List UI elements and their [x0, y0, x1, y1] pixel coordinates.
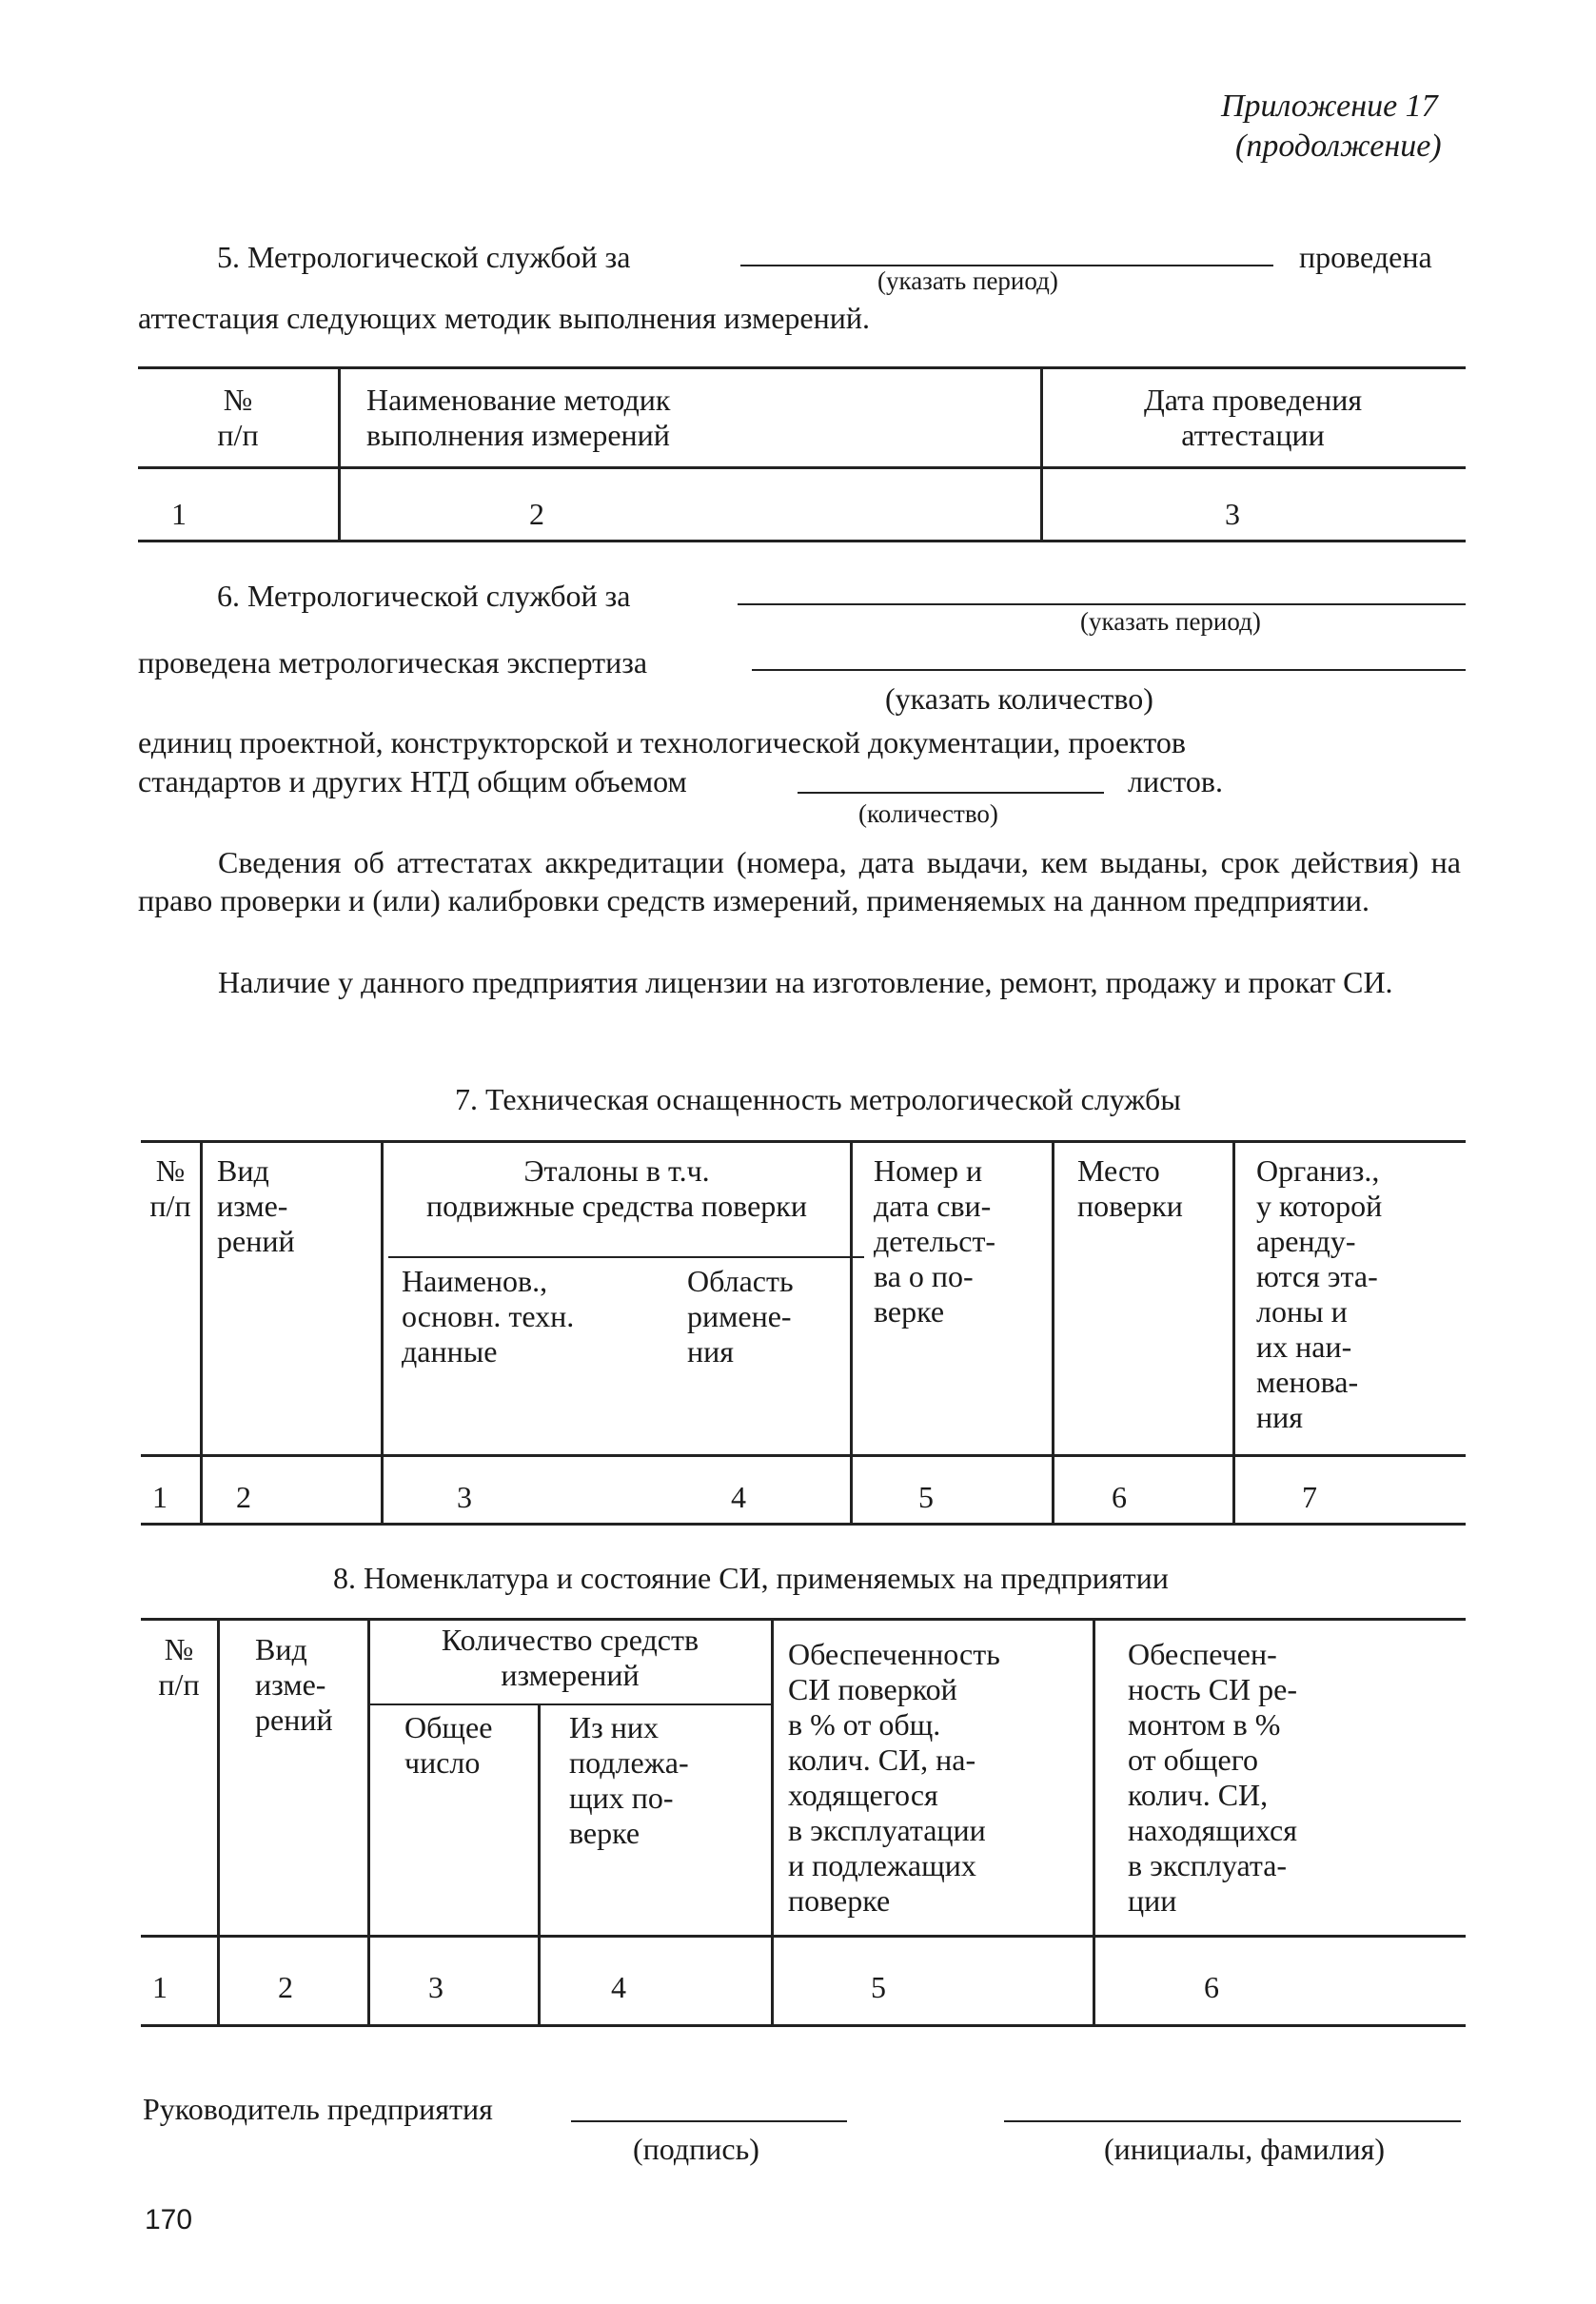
s6-line3: единиц проектной, конструкторской и технологической документации, проектов	[138, 725, 1186, 759]
t8-col-number: 6	[1204, 1970, 1219, 2004]
s6-period-hint: (указать период)	[1080, 607, 1261, 636]
t8-col-number: 5	[871, 1970, 886, 2004]
s6-lead: 6. Метрологической службой за	[217, 579, 631, 613]
t7-col-number: 1	[152, 1480, 167, 1514]
t8-col-number: 1	[152, 1970, 167, 2004]
t7-divider	[1232, 1140, 1235, 1526]
initials-hint: (инициалы, фамилия)	[1104, 2132, 1386, 2166]
t7-header-type: Вид изме- рений	[217, 1153, 295, 1258]
t8-col-number: 3	[428, 1970, 443, 2004]
t8-col-number: 4	[611, 1970, 626, 2004]
s6-period-line	[738, 603, 1466, 605]
s6-license-paragraph: Наличие у данного предприятия лицензии на изготовление, ремонт, продажу и прокат СИ.	[218, 965, 1393, 999]
t7-divider	[200, 1140, 203, 1526]
s6-line4-end: листов.	[1128, 764, 1223, 798]
s6-qty-line	[798, 792, 1104, 794]
page-number: 170	[145, 2204, 193, 2235]
t7-header-cert: Номер и дата сви- детельст- ва о по- верке	[874, 1153, 996, 1329]
t7-bottom-rule	[141, 1523, 1466, 1526]
signature-line	[571, 2120, 847, 2122]
t8-divider	[217, 1618, 220, 2027]
s6-count-line	[752, 669, 1466, 671]
s7-title: 7. Техническая оснащенность метрологической службы	[455, 1082, 1181, 1116]
t7-header-etalons: Эталоны в т.ч. подвижные средства поверки	[426, 1153, 807, 1223]
s6-line4-start: стандартов и других НТД общим объемом	[138, 764, 687, 798]
s5-period-hint: (указать период)	[877, 266, 1058, 295]
t7-header-name: Наименов., основн. техн. данные	[402, 1264, 575, 1369]
t8-divider	[771, 1618, 774, 2027]
t8-header-qty: Количество средств измерений	[441, 1623, 699, 1692]
head-of-enterprise-label: Руководитель предприятия	[143, 2092, 493, 2126]
t7-header-rule	[141, 1454, 1466, 1457]
t7-divider	[850, 1140, 853, 1526]
s6-qty-hint: (количество)	[858, 799, 998, 828]
s5-line2: аттестация следующих методик выполнения измерений.	[138, 301, 870, 335]
t7-top-rule	[141, 1140, 1466, 1143]
s6-count-hint: (указать количество)	[885, 681, 1153, 716]
initials-line	[1004, 2120, 1461, 2122]
t5-header-date: Дата проведения аттестации	[1143, 383, 1363, 452]
t8-header-verification: Обеспеченность СИ поверкой в % от общ. колич. СИ, на- ходящегося в эксплуатации и подлежащих поверке	[788, 1637, 1000, 1918]
t7-header-place: Место поверки	[1077, 1153, 1183, 1223]
t7-col-number: 5	[918, 1480, 934, 1514]
continuation-label: (продолжение)	[1235, 128, 1442, 164]
t5-header-method: Наименование методик выполнения измерений	[366, 383, 671, 452]
s5-end: проведена	[1299, 240, 1432, 274]
s6-accreditation-paragraph: Сведения об аттестатах аккредитации (номера, дата выдачи, кем выданы, срок действия) на право проверки и (или) калибровки средств измерений, применяемых на данном предприятии.	[138, 845, 1461, 917]
t8-divider	[1093, 1618, 1095, 2027]
t8-top-rule	[141, 1618, 1466, 1621]
t8-bottom-rule	[141, 2024, 1466, 2027]
t5-header-num: № п/п	[217, 383, 259, 452]
t5-divider-1	[338, 366, 341, 542]
t8-header-num: № п/п	[158, 1632, 200, 1702]
t7-subheader-rule	[388, 1256, 864, 1258]
t8-subheader-rule	[367, 1703, 772, 1705]
s8-title: 8. Номенклатура и состояние СИ, применяемых на предприятии	[333, 1561, 1169, 1595]
t8-divider	[538, 1703, 541, 2027]
t8-header-repair: Обеспечен- ность СИ ре- монтом в % от общего колич. СИ, находящихся в эксплуата- ции	[1128, 1637, 1298, 1918]
t7-header-area: Область римене- ния	[687, 1264, 794, 1369]
t7-divider	[1052, 1140, 1054, 1526]
t7-col-number: 4	[731, 1480, 746, 1514]
t8-header-total: Общее число	[404, 1710, 493, 1780]
t5-col-number: 3	[1225, 497, 1240, 531]
t8-col-number: 2	[278, 1970, 293, 2004]
t7-col-number: 6	[1112, 1480, 1127, 1514]
t7-header-num: № п/п	[149, 1153, 191, 1223]
t8-header-rule	[141, 1935, 1466, 1938]
s5-lead: 5. Метрологической службой за	[217, 240, 631, 274]
signature-hint: (подпись)	[633, 2132, 759, 2166]
s6-line2: проведена метрологическая экспертиза	[138, 645, 648, 679]
t7-header-org: Организ., у которой аренду- ются эта- лоны и их наи- менова- ния	[1256, 1153, 1383, 1434]
t8-header-subject: Из них подлежа- щих по- верке	[569, 1710, 689, 1850]
t7-col-number: 3	[457, 1480, 472, 1514]
t8-header-type: Вид изме- рений	[255, 1632, 333, 1737]
t7-col-number: 2	[236, 1480, 251, 1514]
t5-col-number: 1	[171, 497, 187, 531]
t7-col-number: 7	[1302, 1480, 1317, 1514]
t5-col-number: 2	[529, 497, 544, 531]
appendix-label: Приложение 17	[1221, 89, 1438, 124]
